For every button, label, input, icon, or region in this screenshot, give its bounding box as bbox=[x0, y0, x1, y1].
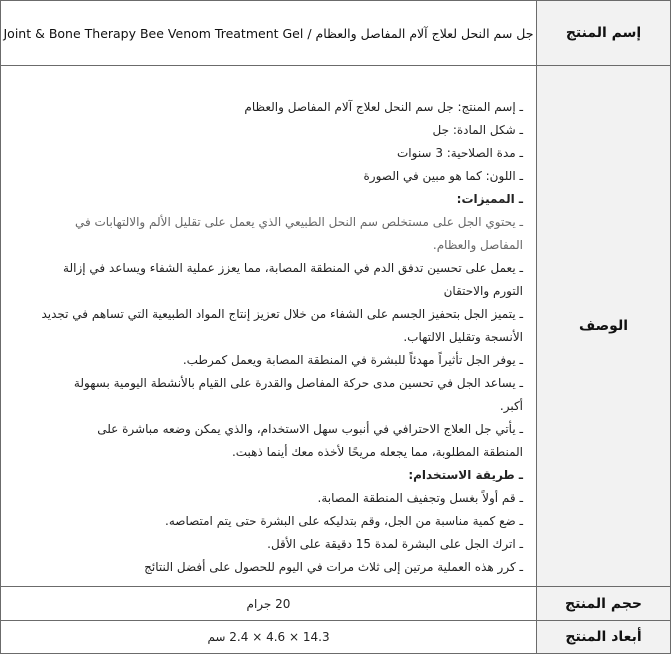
feature-line: ـ يأتي جل العلاج الاحترافي في أنبوب سهل الاستخدام، والذي يمكن وضعه مباشرة على bbox=[97, 422, 523, 436]
feature-line: ـ يعمل على تحسين تدفق الدم في المنطقة المصابة، مما يعزز عملية الشفاء ويساعد في إزالة bbox=[63, 261, 523, 275]
usage-step: ـ اترك الجل على البشرة لمدة 15 دقيقة على الأقل. bbox=[267, 537, 523, 551]
feature-line: ـ يحتوي الجل على مستخلص سم النحل الطبيعي الذي يعمل على تقليل الألم والالتهابات في bbox=[74, 215, 523, 229]
description-label: الوصف bbox=[536, 66, 670, 586]
feature-line: الأنسجة وتقليل الالتهاب. bbox=[403, 330, 523, 344]
description-row bbox=[1, 66, 670, 587]
product-name-label: إسم المنتج bbox=[536, 1, 670, 65]
usage-step: ـ ضع كمية مناسبة من الجل، وقم بتدليكه على البشرة حتى يتم امتصاصه. bbox=[165, 514, 523, 528]
usage-step: ـ كرر هذه العملية مرتين إلى ثلاث مرات في اليوم للحصول على أفضل النتائج bbox=[144, 560, 523, 574]
desc-line-form: ـ شكل المادة: جل bbox=[432, 123, 523, 137]
product-size-label: حجم المنتج bbox=[536, 587, 670, 620]
desc-line-color: ـ اللون: كما هو مبين في الصورة bbox=[363, 169, 523, 183]
desc-line-name: ـ إسم المنتج: جل سم النحل لعلاج آلام المفاصل والعظام bbox=[244, 100, 523, 114]
usage-heading: ـ طريقة الاستخدام: bbox=[408, 468, 523, 482]
usage-step: ـ قم أولاً بغسل وتجفيف المنطقة المصابة. bbox=[317, 491, 523, 505]
feature-line: أكبر. bbox=[499, 399, 523, 413]
product-dimensions-row bbox=[1, 621, 670, 653]
product-name-value: جل سم النحل لعلاج آلام المفاصل والعظام / Joint & Bone Therapy Bee Venom Treatment Gel bbox=[3, 25, 534, 41]
product-dimensions-value: 14.3 × 4.6 × 2.4 سم bbox=[207, 630, 330, 644]
feature-line: المفاصل والعظام. bbox=[432, 238, 523, 252]
feature-line: ـ يوفر الجل تأثيراً مهدئاً للبشرة في المنطقة المصابة ويعمل كمرطب. bbox=[182, 353, 523, 367]
feature-line: التورم والاحتقان bbox=[443, 284, 523, 298]
product-name-value-cell bbox=[1, 1, 536, 65]
desc-line-shelf-life: ـ مدة الصلاحية: 3 سنوات bbox=[396, 146, 523, 160]
feature-line: ـ يساعد الجل في تحسين مدى حركة المفاصل والقدرة على القيام بالأنشطة اليومية بسهولة bbox=[73, 376, 523, 390]
product-size-value: 20 جرام bbox=[246, 596, 291, 611]
features-heading: ـ المميزات: bbox=[456, 192, 523, 206]
product-name-row bbox=[1, 1, 670, 66]
description-value bbox=[1, 66, 536, 586]
product-dimensions-label: أبعاد المنتج bbox=[536, 621, 670, 653]
product-size-row bbox=[1, 587, 670, 621]
feature-line: المنطقة المطلوبة، مما يجعله مريحًا لأخذه معك أينما ذهبت. bbox=[231, 445, 523, 459]
feature-line: ـ يتميز الجل بتحفيز الجسم على الشفاء من خلال تعزيز إنتاج المواد الطبيعية التي تساهم في تجديد bbox=[41, 307, 523, 321]
